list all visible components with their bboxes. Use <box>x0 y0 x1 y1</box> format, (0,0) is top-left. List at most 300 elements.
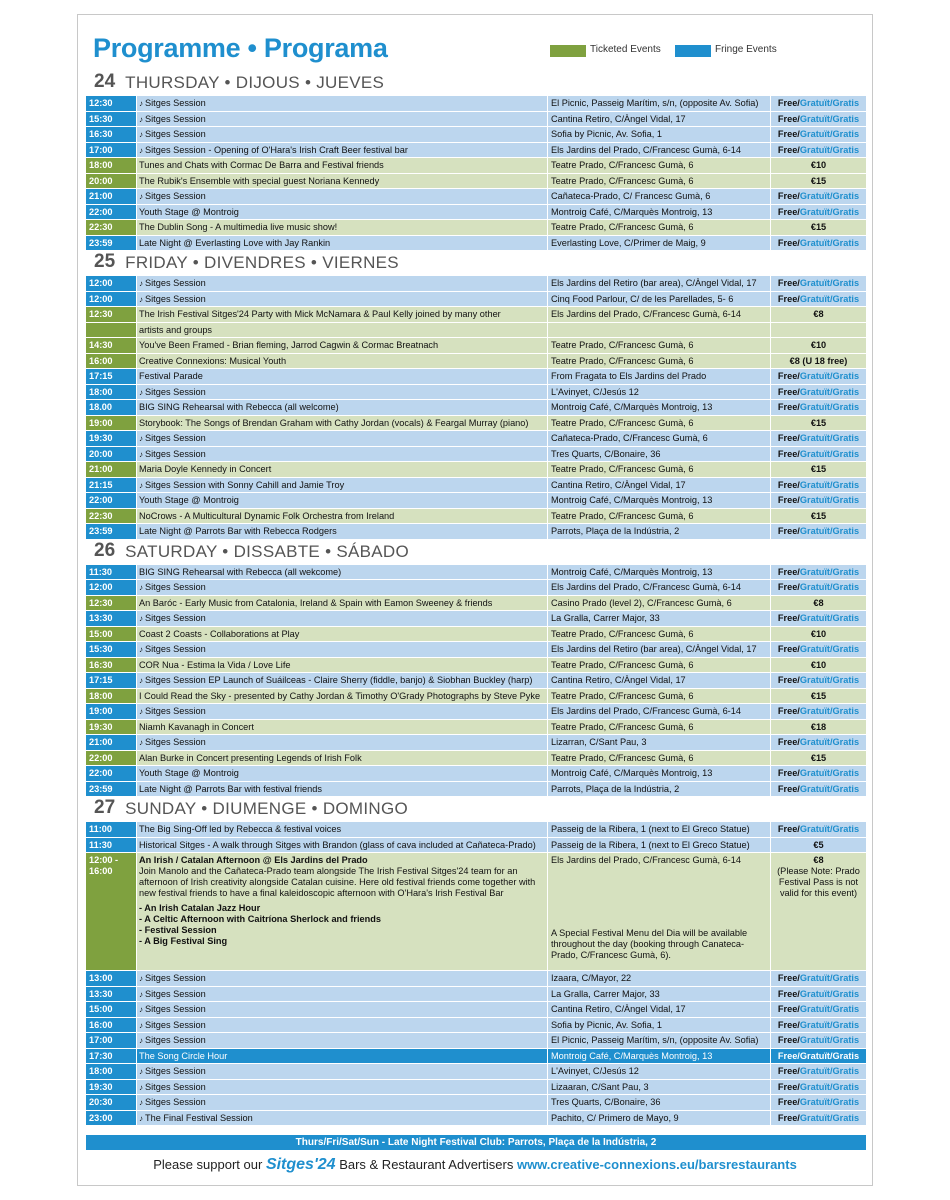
event-row[interactable] <box>86 627 866 643</box>
event-row[interactable] <box>86 1111 866 1127</box>
afternoon-description: Join Manolo and the Cañateca-Prado team alongside The Irish Festival Sitges'24 team for an afternoon of Irish creativity alongside Catalan cuisine. Here old festival friends come together with new festival friends to have a final kaleidoscopic afternoon with O'Hara's Irish Festival Bar <box>139 866 536 898</box>
event-venue <box>548 323 770 338</box>
price-label-translations: Gratuït/Gratis <box>799 144 860 155</box>
music-note-icon: ♪ <box>139 583 143 592</box>
event-title <box>137 220 547 235</box>
event-title <box>137 127 547 142</box>
event-title-text: Sitges Session <box>145 973 206 983</box>
price-label-translations: Gratuït/Gratis <box>799 191 860 201</box>
event-venue: Passeig de la Ribera, 1 (next to El Greco Statue) <box>548 838 770 853</box>
event-venue <box>548 853 770 970</box>
event-row[interactable] <box>86 276 866 292</box>
event-title-text: Sitges Session <box>145 98 206 108</box>
event-title-text: Late Night @ Everlasting Love with Jay Rankin <box>139 237 331 248</box>
price-label-translations: Gratuït/Gratis <box>799 644 860 654</box>
event-price: €8 (U 18 free) <box>771 354 866 369</box>
event-time: 12:00 <box>86 292 136 307</box>
event-row[interactable] <box>86 431 866 447</box>
event-row[interactable] <box>86 642 866 658</box>
event-price <box>771 1049 866 1064</box>
event-row[interactable] <box>86 307 866 323</box>
price-label: Free/ <box>777 237 800 248</box>
event-title-text: I Could Read the Sky - presented by Cathy Jordan & Timothy O'Grady Photographs by Steve Pyke <box>139 690 541 701</box>
music-note-icon: ♪ <box>139 1113 143 1123</box>
event-price <box>771 580 866 595</box>
event-row[interactable] <box>86 1033 866 1049</box>
music-note-icon: ♪ <box>139 738 143 747</box>
event-price: €15 <box>771 174 866 189</box>
event-row[interactable] <box>86 782 866 798</box>
event-venue: Teatre Prado, C/Francesc Gumà, 6 <box>548 751 770 766</box>
event-title <box>137 338 547 353</box>
day-heading <box>86 251 866 276</box>
day-section <box>86 797 866 1126</box>
event-row[interactable] <box>86 751 866 767</box>
event-time: 16:30 <box>86 658 136 673</box>
event-title <box>137 354 547 369</box>
event-time: 15:30 <box>86 112 136 127</box>
price-label: Free/ <box>777 433 800 443</box>
event-price: €8 <box>771 596 866 611</box>
event-price <box>771 292 866 307</box>
event-row[interactable] <box>86 462 866 478</box>
event-time: 18:00 <box>86 1064 136 1079</box>
event-title-text: artists and groups <box>139 324 213 335</box>
event-row[interactable] <box>86 385 866 401</box>
event-title <box>137 673 547 688</box>
event-time: 18.00 <box>86 400 136 415</box>
price-label-translations: Gratuït/Gratis <box>799 1081 860 1092</box>
event-price <box>771 1064 866 1079</box>
afternoon-event-row[interactable] <box>86 853 866 971</box>
legend-fringe-swatch <box>675 45 711 57</box>
afternoon-item: - Festival Session <box>139 925 217 935</box>
day-heading <box>86 71 866 96</box>
price-label: Free/ <box>777 293 800 304</box>
event-row[interactable] <box>86 174 866 190</box>
music-note-icon: ♪ <box>139 707 143 716</box>
event-title <box>137 642 547 657</box>
event-title-text: Sitges Session <box>145 386 206 397</box>
event-row[interactable] <box>86 838 866 854</box>
price-label: Free/ <box>777 824 800 834</box>
price-label-translations: Gratuït/Gratis <box>799 706 860 716</box>
event-title-text: Tunes and Chats with Cormac De Barra and Festival friends <box>139 160 384 170</box>
event-row[interactable] <box>86 580 866 596</box>
event-title <box>137 1080 547 1095</box>
event-title <box>137 189 547 204</box>
price-label: Free/ <box>777 675 800 685</box>
event-title <box>137 1002 547 1017</box>
event-title <box>137 704 547 719</box>
day-section <box>86 251 866 540</box>
event-row[interactable] <box>86 1095 866 1111</box>
event-price: €5 <box>771 838 866 853</box>
event-row[interactable] <box>86 493 866 509</box>
event-venue: Teatre Prado, C/Francesc Gumà, 6 <box>548 220 770 235</box>
event-time: 22:00 <box>86 493 136 508</box>
event-title-text: COR Nua - Estima la Vida / Love Life <box>139 659 291 670</box>
event-venue: Tres Quarts, C/Bonaire, 36 <box>548 1095 770 1110</box>
event-title-text: Youth Stage @ Montroig <box>139 768 239 778</box>
afternoon-item: - A Celtic Afternoon with Caitríona Sherlock and friends <box>139 914 381 924</box>
legend-fringe-label: Fringe Events <box>715 44 777 55</box>
price-label: Free/ <box>777 1019 800 1030</box>
price-label-translations: Gratuït/Gratis <box>799 1050 860 1061</box>
event-venue: Cinq Food Parlour, C/ de les Parellades, 5- 6 <box>548 292 770 307</box>
event-venue: Lizaaran, C/Sant Pau, 3 <box>548 1080 770 1095</box>
event-title <box>137 1064 547 1079</box>
event-venue: El Picnic, Passeig Marítim, s/n, (opposite Av. Sofia) <box>548 96 770 111</box>
event-title <box>137 112 547 127</box>
legend-ticketed-label: Ticketed Events <box>590 44 661 55</box>
event-price <box>771 971 866 986</box>
event-title <box>137 689 547 704</box>
price-label: Free/ <box>777 768 800 778</box>
event-title-text: Sitges Session <box>145 1019 206 1030</box>
price-label: Free/ <box>777 566 800 577</box>
event-title <box>137 307 547 322</box>
event-row[interactable] <box>86 447 866 463</box>
price-label-translations: Gratuït/Gratis <box>799 293 860 304</box>
event-title-text: Sitges Session <box>145 988 206 999</box>
event-venue: Teatre Prado, C/Francesc Gumà, 6 <box>548 689 770 704</box>
event-title <box>137 987 547 1002</box>
event-row[interactable] <box>86 354 866 370</box>
price-label-translations: Gratuït/Gratis <box>799 113 860 124</box>
event-title-text: BIG SING Rehearsal with Rebecca (all wekcome) <box>139 566 342 577</box>
event-price <box>771 127 866 142</box>
event-time: 22:30 <box>86 220 136 235</box>
event-row[interactable] <box>86 704 866 720</box>
event-venue: Montroig Café, C/Marquès Montroig, 13 <box>548 493 770 508</box>
event-row[interactable] <box>86 673 866 689</box>
event-venue: La Gralla, Carrer Major, 33 <box>548 611 770 626</box>
event-time: 22:30 <box>86 509 136 524</box>
price-label-translations: Gratuït/Gratis <box>799 448 860 459</box>
event-venue: Els Jardins del Prado, C/Francesc Gumà, 6-14 <box>548 580 770 595</box>
price-label-translations: Gratuït/Gratis <box>799 1019 860 1030</box>
event-row[interactable] <box>86 220 866 236</box>
event-title-text: Sitges Session <box>145 582 206 592</box>
event-title-text: The Irish Festival Sitges'24 Party with Mick McNamara & Paul Kelly joined by many other <box>139 309 501 319</box>
price-label: Free/ <box>777 613 800 623</box>
music-note-icon: ♪ <box>139 1005 143 1014</box>
event-venue: Teatre Prado, C/Francesc Gumà, 6 <box>548 509 770 524</box>
event-title-text: Sitges Session <box>145 1035 206 1045</box>
event-price: €15 <box>771 416 866 431</box>
event-title <box>137 416 547 431</box>
event-row[interactable] <box>86 1002 866 1018</box>
event-row[interactable] <box>86 1049 866 1065</box>
brand-logo-text: Sitges'24 <box>265 1156 336 1173</box>
event-row[interactable] <box>86 611 866 627</box>
event-venue: Cañateca-Prado, C/Francesc Gumà, 6 <box>548 431 770 446</box>
event-time: 20:00 <box>86 447 136 462</box>
event-price <box>771 205 866 220</box>
event-row[interactable] <box>86 143 866 159</box>
price-label-translations: Gratuït/Gratis <box>799 206 860 217</box>
event-time: 17:00 <box>86 1033 136 1048</box>
music-note-icon: ♪ <box>139 676 143 685</box>
event-price: €15 <box>771 751 866 766</box>
price-label: Free/ <box>777 495 800 505</box>
event-title <box>137 276 547 291</box>
event-row[interactable] <box>86 478 866 494</box>
price-label: Free/ <box>777 1112 800 1123</box>
event-price <box>771 766 866 781</box>
event-row[interactable] <box>86 158 866 174</box>
event-row[interactable] <box>86 766 866 782</box>
day-number: 26 <box>94 539 116 561</box>
event-row[interactable] <box>86 112 866 128</box>
event-time: 12:30 <box>86 307 136 322</box>
price-label-translations: Gratuït/Gratis <box>799 386 860 397</box>
event-price: €10 <box>771 158 866 173</box>
price-text: €8 <box>813 855 824 865</box>
event-row[interactable] <box>86 509 866 525</box>
price-label-translations: Gratuït/Gratis <box>799 433 860 443</box>
event-row[interactable] <box>86 720 866 736</box>
price-label: Free/ <box>777 448 800 459</box>
event-title <box>137 524 547 539</box>
event-time: 17:00 <box>86 143 136 158</box>
event-price <box>771 673 866 688</box>
support-footer <box>78 1156 872 1174</box>
price-label: Free/ <box>777 1066 800 1076</box>
price-label-translations: Gratuït/Gratis <box>799 526 860 536</box>
event-title <box>137 565 547 580</box>
event-row[interactable] <box>86 205 866 221</box>
event-price <box>771 1033 866 1048</box>
event-time: 19:00 <box>86 416 136 431</box>
event-title-text: Sitges Session <box>145 433 206 443</box>
event-time: 12:00 - 16:00 <box>86 853 136 970</box>
event-price <box>771 478 866 493</box>
event-title <box>137 971 547 986</box>
day-heading <box>86 797 866 822</box>
event-title <box>137 509 547 524</box>
event-time: 12:00 <box>86 580 136 595</box>
price-note: (Please Note: Prado Festival Pass is not valid for this event) <box>777 866 860 898</box>
event-title <box>137 822 547 837</box>
price-label: Free/ <box>777 191 800 201</box>
header <box>78 15 872 71</box>
price-label-translations: Gratuït/Gratis <box>799 737 860 747</box>
price-label: Free/ <box>777 1081 800 1092</box>
day-heading <box>86 540 866 565</box>
event-title <box>137 720 547 735</box>
day-name: THURSDAY • DIJOUS • JUEVES <box>125 73 385 92</box>
event-title-text: Late Night @ Parrots Bar with festival friends <box>139 783 322 794</box>
event-row[interactable] <box>86 338 866 354</box>
event-venue: Izaara, C/Mayor, 22 <box>548 971 770 986</box>
price-label: Free/ <box>777 706 800 716</box>
event-price <box>771 112 866 127</box>
event-title <box>137 1018 547 1033</box>
event-title <box>137 766 547 781</box>
day-section <box>86 540 866 798</box>
event-row[interactable] <box>86 127 866 143</box>
event-row[interactable] <box>86 1018 866 1034</box>
event-price: €8 <box>771 307 866 322</box>
event-price <box>771 524 866 539</box>
event-time: 19:30 <box>86 720 136 735</box>
event-price <box>771 853 866 970</box>
event-price <box>771 276 866 291</box>
event-details <box>137 853 547 970</box>
event-price <box>771 1111 866 1126</box>
price-label-translations: Gratuït/Gratis <box>799 824 860 834</box>
event-title <box>137 782 547 797</box>
event-title-text: Sitges Session <box>145 448 206 459</box>
event-row[interactable] <box>86 596 866 612</box>
event-venue: Sofia by Picnic, Av. Sofia, 1 <box>548 1018 770 1033</box>
event-title-text: The Final Festival Session <box>145 1112 253 1123</box>
price-label-translations: Gratuït/Gratis <box>799 566 860 577</box>
event-row[interactable] <box>86 1080 866 1096</box>
event-venue: Montroig Café, C/Marquès Montroig, 13 <box>548 766 770 781</box>
event-time: 21:00 <box>86 462 136 477</box>
event-time: 14:30 <box>86 338 136 353</box>
price-label-translations: Gratuït/Gratis <box>799 768 860 778</box>
event-price <box>771 782 866 797</box>
price-label: Free/ <box>777 113 800 124</box>
event-title-text: Sitges Session - Opening of O'Hara's Irish Craft Beer festival bar <box>145 144 408 155</box>
day-number: 27 <box>94 797 116 818</box>
event-row[interactable] <box>86 369 866 385</box>
price-label: Free/ <box>777 1004 800 1014</box>
price-label: Free/ <box>777 278 800 288</box>
event-title <box>137 493 547 508</box>
event-row[interactable] <box>86 658 866 674</box>
event-title-text: Youth Stage @ Montroig <box>139 206 239 217</box>
event-venue: Tres Quarts, C/Bonaire, 36 <box>548 447 770 462</box>
event-time: 12:00 <box>86 276 136 291</box>
music-note-icon: ♪ <box>139 974 143 983</box>
event-venue: Everlasting Love, C/Primer de Maig, 9 <box>548 236 770 251</box>
event-price <box>771 96 866 111</box>
event-title-text: Sitges Session EP Launch of Suáilceas - Claire Sherry (fiddle, banjo) & Siobhan Buckley (harp) <box>145 675 533 685</box>
day-name: FRIDAY • DIVENDRES • VIERNES <box>125 253 399 272</box>
event-title-text: Sitges Session <box>145 1081 206 1092</box>
event-title <box>137 462 547 477</box>
event-venue: Teatre Prado, C/Francesc Gumà, 6 <box>548 416 770 431</box>
venue-note: A Special Festival Menu del Dia will be available throughout the day (booking through Canateca-Prado, C/Francesc Gumà, 6). <box>551 928 748 960</box>
event-time: 13:00 <box>86 971 136 986</box>
event-title <box>137 478 547 493</box>
event-row[interactable] <box>86 400 866 416</box>
event-venue: Cantina Retiro, C/Àngel Vidal, 17 <box>548 673 770 688</box>
event-time: 18:00 <box>86 158 136 173</box>
event-row[interactable] <box>86 565 866 581</box>
event-price: €18 <box>771 720 866 735</box>
event-venue: L'Avinyet, C/Jesús 12 <box>548 385 770 400</box>
event-venue: L'Avinyet, C/Jesús 12 <box>548 1064 770 1079</box>
event-price <box>771 143 866 158</box>
event-row[interactable] <box>86 96 866 112</box>
event-time: 17:30 <box>86 1049 136 1064</box>
event-row[interactable] <box>86 987 866 1003</box>
day-number: 24 <box>94 71 116 92</box>
price-label-translations: Gratuït/Gratis <box>799 371 860 381</box>
programme-page <box>77 14 873 1186</box>
event-row[interactable] <box>86 292 866 308</box>
event-time: 16:00 <box>86 1018 136 1033</box>
event-price <box>771 400 866 415</box>
event-title-text: Late Night @ Parrots Bar with Rebecca Rodgers <box>139 526 337 536</box>
event-time: 17:15 <box>86 673 136 688</box>
music-note-icon: ♪ <box>139 645 143 654</box>
event-time: 21:00 <box>86 735 136 750</box>
event-row[interactable] <box>86 822 866 838</box>
advertisers-link[interactable]: www.creative-connexions.eu/barsrestaurants <box>516 1157 797 1172</box>
event-row[interactable] <box>86 323 866 339</box>
event-title-text: Sitges Session <box>145 644 206 654</box>
event-venue: Cantina Retiro, C/Àngel Vidal, 17 <box>548 478 770 493</box>
venue-text: Els Jardins del Prado, C/Francesc Gumà, 6-14 <box>551 855 741 865</box>
price-label-translations: Gratuït/Gratis <box>799 278 860 288</box>
event-venue: Teatre Prado, C/Francesc Gumà, 6 <box>548 174 770 189</box>
event-row[interactable] <box>86 971 866 987</box>
event-title-text: Sitges Session <box>145 293 206 304</box>
event-row[interactable] <box>86 236 866 252</box>
event-price <box>771 987 866 1002</box>
support-prefix: Please support our <box>153 1157 263 1172</box>
music-note-icon: ♪ <box>139 1020 143 1030</box>
event-time: 18:00 <box>86 689 136 704</box>
price-label-translations: Gratuït/Gratis <box>799 402 860 412</box>
event-title <box>137 1033 547 1048</box>
event-venue: Els Jardins del Prado, C/Francesc Gumà, 6-14 <box>548 143 770 158</box>
event-price <box>771 1080 866 1095</box>
event-time: 19:30 <box>86 1080 136 1095</box>
event-price <box>771 822 866 837</box>
event-title <box>137 735 547 750</box>
event-venue: Teatre Prado, C/Francesc Gumà, 6 <box>548 720 770 735</box>
event-row[interactable] <box>86 189 866 205</box>
event-title <box>137 431 547 446</box>
event-venue: Teatre Prado, C/Francesc Gumà, 6 <box>548 338 770 353</box>
event-row[interactable] <box>86 689 866 705</box>
event-title <box>137 205 547 220</box>
event-row[interactable] <box>86 524 866 540</box>
afternoon-title: An Irish / Catalan Afternoon @ Els Jardins del Prado <box>139 855 368 865</box>
event-venue: Teatre Prado, C/Francesc Gumà, 6 <box>548 658 770 673</box>
page-title: Programme • Programa <box>93 33 388 63</box>
event-venue: Sofia by Picnic, Av. Sofia, 1 <box>548 127 770 142</box>
event-price <box>771 236 866 251</box>
event-title <box>137 174 547 189</box>
event-row[interactable] <box>86 735 866 751</box>
event-title-text: Alan Burke in Concert presenting Legends of Irish Folk <box>139 752 362 763</box>
late-night-club-banner: Thurs/Fri/Sat/Sun - Late Night Festival Club: Parrots, Plaça de la Indústria, 2 <box>86 1135 866 1150</box>
event-row[interactable] <box>86 1064 866 1080</box>
event-venue: Els Jardins del Retiro (bar area), C/Àngel Vidal, 17 <box>548 276 770 291</box>
schedule <box>86 71 866 1126</box>
price-label-translations: Gratuït/Gratis <box>799 973 860 983</box>
event-row[interactable] <box>86 416 866 432</box>
event-title-text: Youth Stage @ Montroig <box>139 495 239 505</box>
event-venue: Passeig de la Ribera, 1 (next to El Greco Statue) <box>548 822 770 837</box>
event-title-text: Storybook: The Songs of Brendan Graham with Cathy Jordan (vocals) & Feargal Murray (piano) <box>139 417 529 428</box>
support-middle: Bars & Restaurant Advertisers <box>339 1157 514 1172</box>
event-price: €15 <box>771 462 866 477</box>
price-label: Free/ <box>777 402 800 412</box>
event-title-text: Sitges Session <box>145 113 206 124</box>
event-title-text: Maria Doyle Kennedy in Concert <box>139 464 272 474</box>
event-price <box>771 323 866 338</box>
